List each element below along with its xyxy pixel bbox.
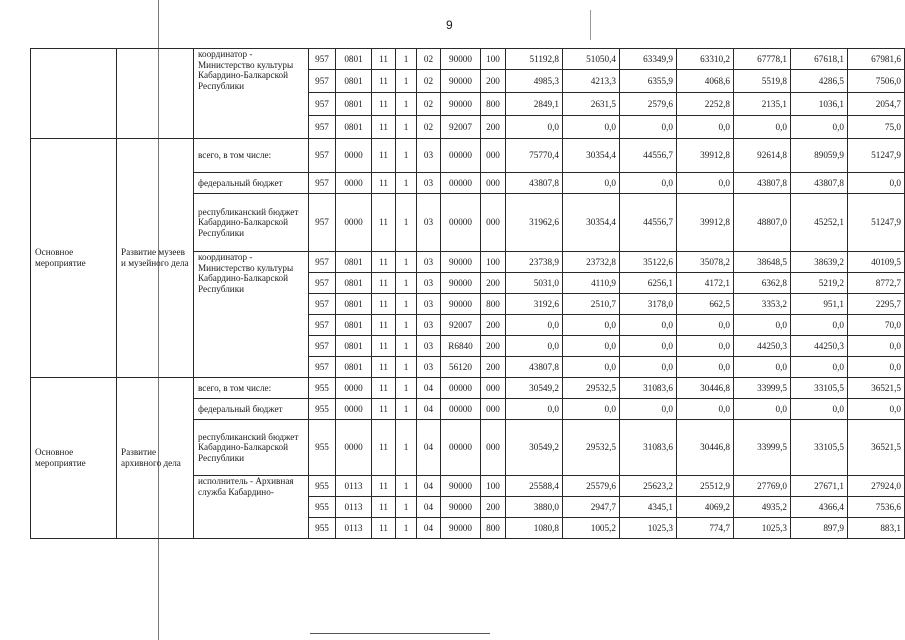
code-cell: 957	[309, 294, 336, 315]
amount-cell: 23738,9	[506, 252, 563, 273]
event-type-cell: Основное мероприятие	[31, 378, 117, 539]
code-cell: 0000	[336, 194, 372, 252]
code-cell: 11	[372, 252, 396, 273]
code-cell: 92007	[441, 116, 481, 139]
amount-cell: 45252,1	[791, 194, 848, 252]
code-cell: 03	[417, 173, 441, 194]
code-cell: 04	[417, 497, 441, 518]
code-cell: 1	[396, 294, 417, 315]
code-cell: 92007	[441, 315, 481, 336]
code-cell: 1	[396, 378, 417, 399]
amount-cell: 4069,2	[677, 497, 734, 518]
amount-cell: 2947,7	[563, 497, 620, 518]
amount-cell: 2054,7	[848, 93, 905, 116]
code-cell: 955	[309, 476, 336, 497]
code-cell: 955	[309, 420, 336, 476]
code-cell: 11	[372, 70, 396, 93]
amount-cell: 70,0	[848, 315, 905, 336]
code-cell: 1	[396, 139, 417, 173]
code-cell: 957	[309, 315, 336, 336]
code-cell: 90000	[441, 252, 481, 273]
code-cell: 0801	[336, 294, 372, 315]
code-cell: 0000	[336, 173, 372, 194]
amount-cell: 5519,8	[734, 70, 791, 93]
amount-cell: 31083,6	[620, 378, 677, 399]
amount-cell: 63310,2	[677, 49, 734, 70]
amount-cell: 0,0	[677, 116, 734, 139]
amount-cell: 0,0	[848, 173, 905, 194]
amount-cell: 44556,7	[620, 139, 677, 173]
code-cell: 03	[417, 273, 441, 294]
amount-cell: 0,0	[620, 315, 677, 336]
code-cell: 957	[309, 93, 336, 116]
amount-cell: 0,0	[791, 399, 848, 420]
code-cell: 1	[396, 497, 417, 518]
code-cell: 0801	[336, 252, 372, 273]
code-cell: 11	[372, 273, 396, 294]
amount-cell: 0,0	[506, 399, 563, 420]
event-type-cell: Основное мероприятие	[31, 139, 117, 378]
amount-cell: 0,0	[620, 116, 677, 139]
code-cell: 56120	[441, 357, 481, 378]
code-cell: 100	[481, 476, 506, 497]
amount-cell: 33105,5	[791, 378, 848, 399]
amount-cell: 0,0	[506, 336, 563, 357]
amount-cell: 0,0	[791, 116, 848, 139]
amount-cell: 0,0	[620, 357, 677, 378]
code-cell: 1	[396, 399, 417, 420]
code-cell: 200	[481, 357, 506, 378]
code-cell: 1	[396, 173, 417, 194]
amount-cell: 0,0	[734, 357, 791, 378]
event-name-cell: Развитие музеев и музейного дела	[117, 139, 194, 378]
amount-cell: 35122,6	[620, 252, 677, 273]
amount-cell: 0,0	[677, 336, 734, 357]
event-name-cell	[117, 49, 194, 139]
amount-cell: 2252,8	[677, 93, 734, 116]
code-cell: 100	[481, 252, 506, 273]
code-cell: 0801	[336, 336, 372, 357]
amount-cell: 31083,6	[620, 420, 677, 476]
code-cell: 00000	[441, 173, 481, 194]
code-cell: 957	[309, 139, 336, 173]
amount-cell: 92614,8	[734, 139, 791, 173]
amount-cell: 33999,5	[734, 378, 791, 399]
amount-cell: 897,9	[791, 518, 848, 539]
code-cell: 0000	[336, 420, 372, 476]
amount-cell: 4935,2	[734, 497, 791, 518]
funding-source-label: федеральный бюджет	[194, 399, 309, 420]
amount-cell: 36521,5	[848, 420, 905, 476]
amount-cell: 38639,2	[791, 252, 848, 273]
code-cell: 00000	[441, 420, 481, 476]
code-cell: 0801	[336, 315, 372, 336]
code-cell: 1	[396, 518, 417, 539]
budget-table	[30, 48, 905, 539]
amount-cell: 7506,0	[848, 70, 905, 93]
code-cell: 11	[372, 420, 396, 476]
funding-source-label: координатор - Министерство культуры Кабардино-Балкарской Республики	[194, 49, 309, 139]
amount-cell: 8772,7	[848, 273, 905, 294]
code-cell: 0000	[336, 399, 372, 420]
amount-cell: 0,0	[791, 357, 848, 378]
amount-cell: 25623,2	[620, 476, 677, 497]
funding-source-label: республиканский бюджет Кабардино-Балкарской Республики	[194, 420, 309, 476]
code-cell: 90000	[441, 70, 481, 93]
amount-cell: 25588,4	[506, 476, 563, 497]
code-cell: 0113	[336, 476, 372, 497]
amount-cell: 0,0	[677, 173, 734, 194]
amount-cell: 0,0	[506, 315, 563, 336]
code-cell: 957	[309, 252, 336, 273]
amount-cell: 39912,8	[677, 139, 734, 173]
scan-artifact-line	[310, 633, 490, 634]
code-cell: 1	[396, 70, 417, 93]
code-cell: 955	[309, 378, 336, 399]
amount-cell: 89059,9	[791, 139, 848, 173]
amount-cell: 30354,4	[563, 194, 620, 252]
amount-cell: 1005,2	[563, 518, 620, 539]
amount-cell: 51050,4	[563, 49, 620, 70]
amount-cell: 43807,8	[506, 173, 563, 194]
code-cell: 03	[417, 252, 441, 273]
code-cell: 11	[372, 93, 396, 116]
code-cell: 957	[309, 70, 336, 93]
code-cell: 11	[372, 399, 396, 420]
code-cell: 90000	[441, 294, 481, 315]
table-row	[31, 139, 905, 173]
code-cell: 0801	[336, 70, 372, 93]
amount-cell: 0,0	[620, 399, 677, 420]
amount-cell: 43807,8	[506, 357, 563, 378]
code-cell: 200	[481, 70, 506, 93]
code-cell: 00000	[441, 139, 481, 173]
code-cell: 0801	[336, 116, 372, 139]
amount-cell: 4213,3	[563, 70, 620, 93]
amount-cell: 44250,3	[791, 336, 848, 357]
amount-cell: 0,0	[563, 315, 620, 336]
amount-cell: 3353,2	[734, 294, 791, 315]
amount-cell: 27924,0	[848, 476, 905, 497]
amount-cell: 7536,6	[848, 497, 905, 518]
code-cell: 03	[417, 139, 441, 173]
funding-source-label: республиканский бюджет Кабардино-Балкарской Республики	[194, 194, 309, 252]
amount-cell: 51247,9	[848, 194, 905, 252]
code-cell: 1	[396, 357, 417, 378]
amount-cell: 39912,8	[677, 194, 734, 252]
funding-source-label: всего, в том числе:	[194, 378, 309, 399]
amount-cell: 30446,8	[677, 378, 734, 399]
code-cell: 1	[396, 336, 417, 357]
code-cell: 800	[481, 518, 506, 539]
amount-cell: 29532,5	[563, 378, 620, 399]
code-cell: 11	[372, 315, 396, 336]
code-cell: 90000	[441, 497, 481, 518]
code-cell: 03	[417, 357, 441, 378]
code-cell: 11	[372, 336, 396, 357]
amount-cell: 0,0	[677, 399, 734, 420]
code-cell: 800	[481, 294, 506, 315]
code-cell: 957	[309, 173, 336, 194]
code-cell: 957	[309, 273, 336, 294]
amount-cell: 43807,8	[734, 173, 791, 194]
amount-cell: 2849,1	[506, 93, 563, 116]
amount-cell: 1025,3	[620, 518, 677, 539]
code-cell: 03	[417, 315, 441, 336]
amount-cell: 0,0	[734, 399, 791, 420]
code-cell: 0801	[336, 273, 372, 294]
code-cell: 1	[396, 49, 417, 70]
table-row	[31, 378, 905, 399]
amount-cell: 63349,9	[620, 49, 677, 70]
amount-cell: 6362,8	[734, 273, 791, 294]
amount-cell: 51192,8	[506, 49, 563, 70]
code-cell: 11	[372, 49, 396, 70]
amount-cell: 6355,9	[620, 70, 677, 93]
code-cell: 02	[417, 93, 441, 116]
amount-cell: 4172,1	[677, 273, 734, 294]
code-cell: 90000	[441, 93, 481, 116]
code-cell: 1	[396, 93, 417, 116]
code-cell: 00000	[441, 399, 481, 420]
code-cell: 0000	[336, 139, 372, 173]
amount-cell: 1025,3	[734, 518, 791, 539]
amount-cell: 67618,1	[791, 49, 848, 70]
code-cell: 11	[372, 497, 396, 518]
amount-cell: 51247,9	[848, 139, 905, 173]
scan-artifact-line	[590, 10, 591, 40]
amount-cell: 27671,1	[791, 476, 848, 497]
code-cell: 11	[372, 518, 396, 539]
amount-cell: 3880,0	[506, 497, 563, 518]
code-cell: 90000	[441, 49, 481, 70]
code-cell: R6840	[441, 336, 481, 357]
code-cell: 0801	[336, 357, 372, 378]
amount-cell: 0,0	[563, 399, 620, 420]
amount-cell: 43807,8	[791, 173, 848, 194]
amount-cell: 67778,1	[734, 49, 791, 70]
amount-cell: 0,0	[563, 116, 620, 139]
amount-cell: 6256,1	[620, 273, 677, 294]
code-cell: 200	[481, 497, 506, 518]
amount-cell: 33999,5	[734, 420, 791, 476]
amount-cell: 2631,5	[563, 93, 620, 116]
code-cell: 1	[396, 116, 417, 139]
funding-source-label: всего, в том числе:	[194, 139, 309, 173]
amount-cell: 0,0	[563, 357, 620, 378]
code-cell: 11	[372, 194, 396, 252]
amount-cell: 0,0	[848, 336, 905, 357]
amount-cell: 3178,0	[620, 294, 677, 315]
code-cell: 90000	[441, 476, 481, 497]
code-cell: 02	[417, 49, 441, 70]
amount-cell: 1080,8	[506, 518, 563, 539]
amount-cell: 31962,6	[506, 194, 563, 252]
amount-cell: 75,0	[848, 116, 905, 139]
amount-cell: 2135,1	[734, 93, 791, 116]
amount-cell: 0,0	[563, 336, 620, 357]
code-cell: 90000	[441, 273, 481, 294]
amount-cell: 951,1	[791, 294, 848, 315]
funding-source-label: федеральный бюджет	[194, 173, 309, 194]
code-cell: 11	[372, 378, 396, 399]
code-cell: 11	[372, 294, 396, 315]
code-cell: 03	[417, 336, 441, 357]
amount-cell: 0,0	[848, 399, 905, 420]
code-cell: 00000	[441, 378, 481, 399]
amount-cell: 0,0	[677, 357, 734, 378]
code-cell: 955	[309, 497, 336, 518]
amount-cell: 30549,2	[506, 378, 563, 399]
code-cell: 957	[309, 357, 336, 378]
amount-cell: 29532,5	[563, 420, 620, 476]
funding-source-label: координатор - Министерство культуры Кабардино-Балкарской Республики	[194, 252, 309, 378]
amount-cell: 30446,8	[677, 420, 734, 476]
code-cell: 04	[417, 518, 441, 539]
amount-cell: 33105,5	[791, 420, 848, 476]
code-cell: 1	[396, 194, 417, 252]
amount-cell: 44250,3	[734, 336, 791, 357]
code-cell: 100	[481, 49, 506, 70]
code-cell: 0000	[336, 378, 372, 399]
amount-cell: 0,0	[620, 173, 677, 194]
code-cell: 000	[481, 420, 506, 476]
code-cell: 955	[309, 518, 336, 539]
code-cell: 02	[417, 116, 441, 139]
code-cell: 800	[481, 93, 506, 116]
page-number: 9	[446, 18, 453, 32]
code-cell: 957	[309, 49, 336, 70]
code-cell: 957	[309, 336, 336, 357]
code-cell: 955	[309, 399, 336, 420]
amount-cell: 0,0	[734, 315, 791, 336]
amount-cell: 4985,3	[506, 70, 563, 93]
amount-cell: 48807,0	[734, 194, 791, 252]
code-cell: 000	[481, 139, 506, 173]
code-cell: 000	[481, 399, 506, 420]
code-cell: 1	[396, 476, 417, 497]
code-cell: 02	[417, 70, 441, 93]
code-cell: 957	[309, 116, 336, 139]
code-cell: 200	[481, 116, 506, 139]
amount-cell: 38648,5	[734, 252, 791, 273]
event-type-cell	[31, 49, 117, 139]
event-name-cell: Развитие архивного дела	[117, 378, 194, 539]
code-cell: 0113	[336, 497, 372, 518]
code-cell: 04	[417, 378, 441, 399]
code-cell: 04	[417, 476, 441, 497]
code-cell: 1	[396, 252, 417, 273]
code-cell: 11	[372, 476, 396, 497]
amount-cell: 0,0	[506, 116, 563, 139]
code-cell: 1	[396, 273, 417, 294]
code-cell: 00000	[441, 194, 481, 252]
amount-cell: 0,0	[848, 357, 905, 378]
amount-cell: 27769,0	[734, 476, 791, 497]
amount-cell: 883,1	[848, 518, 905, 539]
code-cell: 1	[396, 315, 417, 336]
amount-cell: 0,0	[620, 336, 677, 357]
code-cell: 11	[372, 173, 396, 194]
amount-cell: 3192,6	[506, 294, 563, 315]
amount-cell: 30549,2	[506, 420, 563, 476]
amount-cell: 662,5	[677, 294, 734, 315]
amount-cell: 40109,5	[848, 252, 905, 273]
code-cell: 11	[372, 357, 396, 378]
funding-source-label: исполнитель - Архивная служба Кабардино-	[194, 476, 309, 539]
amount-cell: 25579,6	[563, 476, 620, 497]
amount-cell: 4345,1	[620, 497, 677, 518]
amount-cell: 67981,6	[848, 49, 905, 70]
code-cell: 04	[417, 420, 441, 476]
amount-cell: 36521,5	[848, 378, 905, 399]
amount-cell: 0,0	[563, 173, 620, 194]
code-cell: 11	[372, 139, 396, 173]
code-cell: 200	[481, 336, 506, 357]
amount-cell: 4366,4	[791, 497, 848, 518]
code-cell: 04	[417, 399, 441, 420]
amount-cell: 5031,0	[506, 273, 563, 294]
amount-cell: 2579,6	[620, 93, 677, 116]
amount-cell: 1036,1	[791, 93, 848, 116]
code-cell: 0113	[336, 518, 372, 539]
code-cell: 11	[372, 116, 396, 139]
amount-cell: 35078,2	[677, 252, 734, 273]
code-cell: 000	[481, 173, 506, 194]
amount-cell: 75770,4	[506, 139, 563, 173]
amount-cell: 2295,7	[848, 294, 905, 315]
amount-cell: 0,0	[677, 315, 734, 336]
code-cell: 90000	[441, 518, 481, 539]
amount-cell: 0,0	[791, 315, 848, 336]
code-cell: 000	[481, 194, 506, 252]
amount-cell: 2510,7	[563, 294, 620, 315]
code-cell: 03	[417, 294, 441, 315]
code-cell: 1	[396, 420, 417, 476]
amount-cell: 774,7	[677, 518, 734, 539]
amount-cell: 5219,2	[791, 273, 848, 294]
code-cell: 03	[417, 194, 441, 252]
amount-cell: 30354,4	[563, 139, 620, 173]
amount-cell: 4286,5	[791, 70, 848, 93]
amount-cell: 0,0	[734, 116, 791, 139]
amount-cell: 4068,6	[677, 70, 734, 93]
code-cell: 0801	[336, 93, 372, 116]
amount-cell: 4110,9	[563, 273, 620, 294]
code-cell: 0801	[336, 49, 372, 70]
amount-cell: 44556,7	[620, 194, 677, 252]
code-cell: 000	[481, 378, 506, 399]
code-cell: 200	[481, 273, 506, 294]
table-row	[31, 49, 905, 70]
code-cell: 957	[309, 194, 336, 252]
code-cell: 200	[481, 315, 506, 336]
amount-cell: 23732,8	[563, 252, 620, 273]
amount-cell: 25512,9	[677, 476, 734, 497]
